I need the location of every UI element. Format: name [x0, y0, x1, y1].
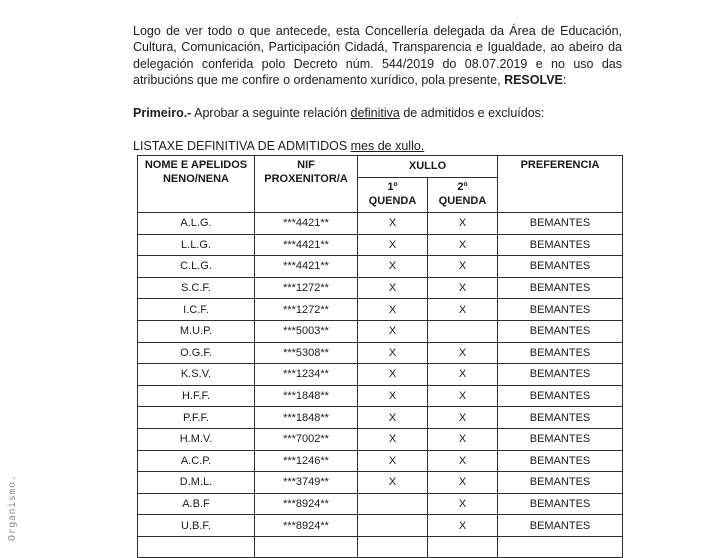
cell-quenda1-mark: X [358, 428, 428, 450]
header-name-column [138, 156, 255, 213]
cell-child-initials: A.L.G. [138, 213, 255, 235]
cell-child-initials: H.F.F. [138, 385, 255, 407]
cell-parent-nif: ***8924** [255, 515, 358, 537]
cell-preference: BEMANTES [498, 428, 623, 450]
cell-quenda1-mark: X [358, 256, 428, 278]
cell-quenda2-mark: X [428, 342, 498, 364]
cell-child-initials: C.L.G. [138, 256, 255, 278]
table-body [138, 213, 623, 537]
primeiro-label: Primeiro.- [133, 105, 192, 120]
cell-quenda1-mark: X [358, 472, 428, 494]
cell-parent-nif: ***7002** [255, 428, 358, 450]
cell-parent-nif: ***1234** [255, 364, 358, 386]
cell-preference: BEMANTES [498, 342, 623, 364]
cell-quenda1-mark: X [358, 364, 428, 386]
resolve-paragraph-line1: Logo de ver todo o que antecede, esta Concellería delegada da Área de Educación, [133, 23, 622, 38]
header-xullo-group: XULLO [358, 156, 498, 178]
primeiro-text-after: de admitidos e excluídos: [399, 105, 545, 120]
margin-vertical-text: Organismo. [7, 474, 18, 541]
cell-parent-nif: ***3749** [255, 472, 358, 494]
header-quenda1-line2: QUENDA [368, 194, 417, 207]
header-nif-column [255, 156, 358, 213]
cell-parent-nif: ***4421** [255, 234, 358, 256]
cell-parent-nif: ***4421** [255, 213, 358, 235]
cell-preference: BEMANTES [498, 320, 623, 342]
cell-quenda2-mark: X [428, 472, 498, 494]
cell-preference: BEMANTES [498, 364, 623, 386]
cell-parent-nif: ***1848** [255, 407, 358, 429]
cell-parent-nif: ***5003** [255, 320, 358, 342]
table-row [138, 234, 623, 256]
cell-quenda1-mark [358, 493, 428, 515]
resolve-paragraph [133, 23, 622, 89]
header-preferencia-column: PREFERENCIA [498, 156, 623, 213]
cell-preference: BEMANTES [498, 234, 623, 256]
resolve-paragraph-line4-text: atribucións que me confire o ordenamento xurídico, pola presente, [133, 73, 505, 87]
cell-parent-nif: ***4421** [255, 256, 358, 278]
cell-quenda1-mark: X [358, 320, 428, 342]
table-row [138, 277, 623, 299]
table-row [138, 407, 623, 429]
listaxe-heading [133, 138, 622, 155]
cell-preference: BEMANTES [498, 213, 623, 235]
cell-preference: BEMANTES [498, 299, 623, 321]
admitted-table-container [137, 155, 623, 558]
listaxe-text: LISTAXE DEFINITIVA DE ADMITIDOS [133, 138, 351, 153]
resolve-paragraph-line2: Cultura, Comunicación, Participación Cidadá, Transparencia e Igualdade, ao abeiro da [133, 40, 622, 54]
table-row [138, 256, 623, 278]
table-row [138, 320, 623, 342]
cell-parent-nif: ***1848** [255, 385, 358, 407]
primeiro-text-before: Aprobar a seguinte relación [191, 105, 351, 120]
cell-quenda2-mark: X [428, 450, 498, 472]
table-row [138, 493, 623, 515]
admitted-table-header [138, 156, 623, 213]
cell-quenda1-mark: X [358, 277, 428, 299]
cell-preference: BEMANTES [498, 515, 623, 537]
cell-child-initials: S.C.F. [138, 277, 255, 299]
resolve-paragraph-line4-colon: : [562, 73, 567, 87]
cell-child-initials: A.B.F [138, 493, 255, 515]
cell-quenda2-mark: X [428, 428, 498, 450]
cell-quenda2-mark: X [428, 385, 498, 407]
header-name-line2: NENO/NENA [162, 172, 229, 185]
cell-quenda1-mark: X [358, 407, 428, 429]
cell-quenda2-mark: X [428, 364, 498, 386]
cell-quenda2-mark: X [428, 299, 498, 321]
cell-quenda1-mark: X [358, 213, 428, 235]
admitted-table [137, 155, 623, 558]
cell-quenda2-mark [428, 320, 498, 342]
header-quenda2-line2: QUENDA [438, 194, 487, 207]
cell-child-initials: M.U.P. [138, 320, 255, 342]
cell-quenda2-mark: X [428, 515, 498, 537]
cell-quenda1-mark [358, 515, 428, 537]
cell-child-initials: K.S.V. [138, 364, 255, 386]
cell-quenda1-mark: X [358, 385, 428, 407]
primeiro-clause [133, 105, 622, 122]
cell-child-initials: U.B.F. [138, 515, 255, 537]
cell-preference: BEMANTES [498, 450, 623, 472]
table-row [138, 364, 623, 386]
cell-parent-nif: ***1246** [255, 450, 358, 472]
cell-preference: BEMANTES [498, 407, 623, 429]
listaxe-underlined-month: mes de xullo. [350, 138, 425, 153]
cell-parent-nif: ***1272** [255, 299, 358, 321]
table-row [138, 450, 623, 472]
cell-quenda2-mark: X [428, 277, 498, 299]
cell-parent-nif: ***1272** [255, 277, 358, 299]
table-row [138, 342, 623, 364]
table-row [138, 428, 623, 450]
cell-parent-nif: ***8924** [255, 493, 358, 515]
header-quenda2 [428, 177, 498, 213]
cell-quenda2-mark: X [428, 493, 498, 515]
header-quenda1 [358, 177, 428, 213]
resolve-paragraph-line4 [133, 73, 566, 87]
header-quenda1-line1: 1º [387, 181, 398, 194]
resolve-keyword: RESOLVE [504, 73, 563, 87]
cell-quenda2-mark: X [428, 234, 498, 256]
cell-quenda2-mark: X [428, 407, 498, 429]
primeiro-underlined-word: definitiva [350, 105, 400, 120]
cell-child-initials: H.M.V. [138, 428, 255, 450]
table-row [138, 385, 623, 407]
cell-child-initials: D.M.L. [138, 472, 255, 494]
header-nif-line1: NIF [297, 159, 315, 171]
header-name-line1: NOME E APELIDOS [144, 159, 248, 171]
header-nif-line2: PROXENITOR/A [264, 172, 348, 185]
table-row [138, 472, 623, 494]
cell-preference: BEMANTES [498, 472, 623, 494]
cell-quenda1-mark: X [358, 234, 428, 256]
cell-preference: BEMANTES [498, 277, 623, 299]
cell-quenda1-mark: X [358, 342, 428, 364]
cell-child-initials: I.C.F. [138, 299, 255, 321]
cell-child-initials: P.F.F. [138, 407, 255, 429]
cell-child-initials: A.C.P. [138, 450, 255, 472]
cell-preference: BEMANTES [498, 385, 623, 407]
cell-quenda2-mark: X [428, 213, 498, 235]
cell-child-initials: L.L.G. [138, 234, 255, 256]
cell-preference: BEMANTES [498, 256, 623, 278]
cell-preference: BEMANTES [498, 493, 623, 515]
cell-quenda1-mark: X [358, 299, 428, 321]
cell-quenda1-mark: X [358, 450, 428, 472]
cell-parent-nif: ***5308** [255, 342, 358, 364]
table-row [138, 299, 623, 321]
table-row [138, 515, 623, 537]
cell-quenda2-mark: X [428, 256, 498, 278]
table-row [138, 213, 623, 235]
cell-child-initials: O.G.F. [138, 342, 255, 364]
resolve-paragraph-line3: delegación conferida polo Decreto núm. 544/2019 do 08.07.2019 e no uso das [133, 56, 622, 71]
header-quenda2-line1: 2º [457, 181, 468, 194]
